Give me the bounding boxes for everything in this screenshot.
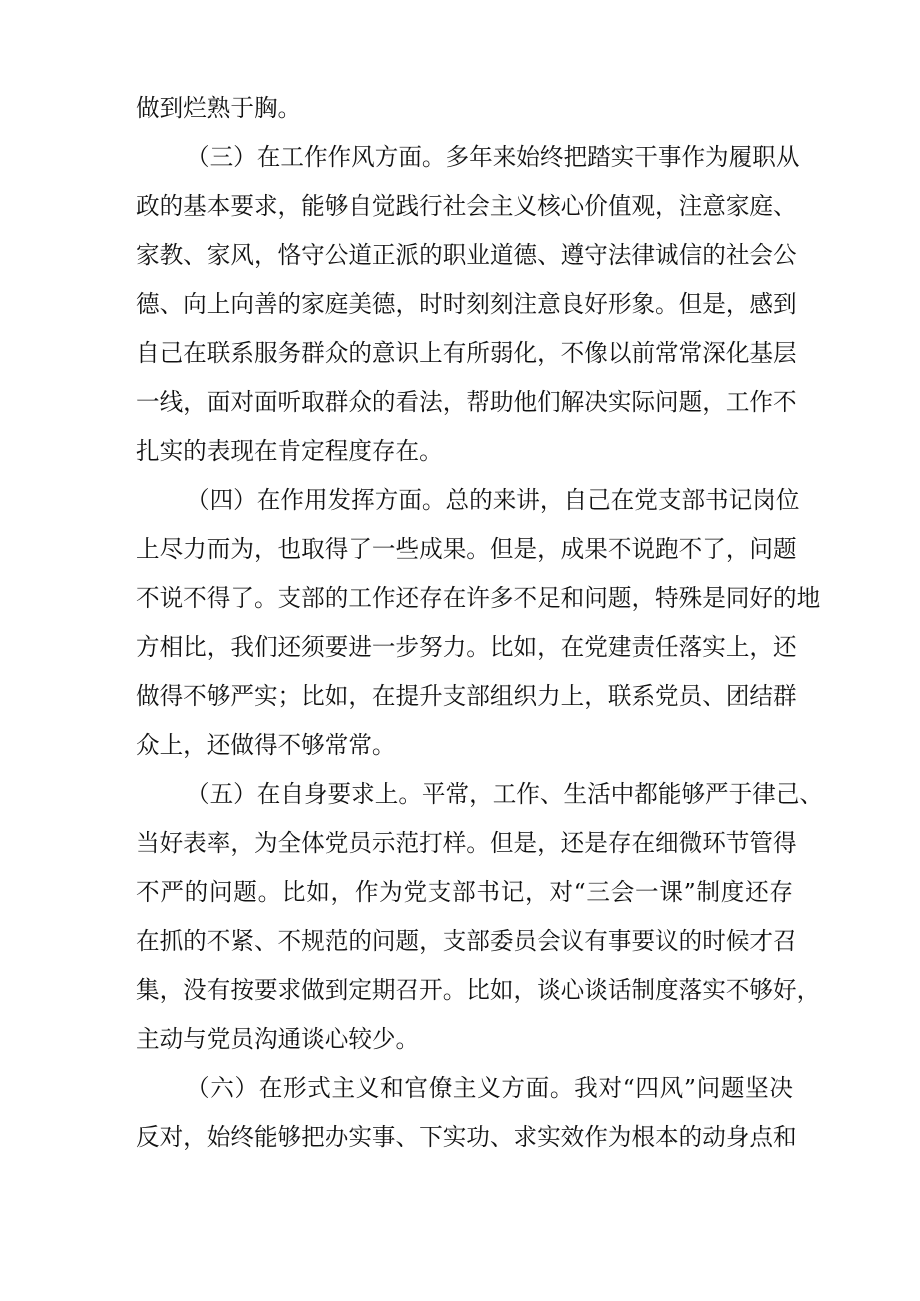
paragraph-line: 做到烂熟于胸。: [136, 94, 302, 122]
paragraph-line: 扎实的表现在肯定程度存在。: [136, 437, 443, 465]
paragraph-first-line: （四）在作用发挥方面。总的来讲，自己在党支部书记岗位: [186, 486, 800, 514]
paragraph-line: 主动与党员沟通谈心较少。: [136, 1025, 420, 1053]
paragraph-line: 众上，还做得不够常常。: [136, 731, 396, 759]
paragraph-line: 做得不够严实；比如，在提升支部组织力上，联系党员、团结群: [136, 682, 797, 710]
paragraph-line: 一线，面对面听取群众的看法，帮助他们解决实际问题，工作不: [136, 388, 797, 416]
paragraph-first-line: （五）在自身要求上。平常，工作、生活中都能够严于律己、: [186, 780, 824, 808]
paragraph-line: 不严的问题。比如，作为党支部书记，对“三会一课”制度还存: [136, 878, 793, 906]
paragraph-line: 家教、家风，恪守公道正派的职业道德、遵守法律诚信的社会公: [136, 241, 797, 269]
paragraph-line: 德、向上向善的家庭美德，时时刻刻注意良好形象。但是，感到: [136, 290, 797, 318]
paragraph-line: 政的基本要求，能够自觉践行社会主义核心价值观，注意家庭、: [136, 192, 797, 220]
paragraph-line: 集，没有按要求做到定期召开。比如，谈心谈话制度落实不够好，: [136, 976, 821, 1004]
paragraph-first-line: （三）在工作作风方面。多年来始终把踏实干事作为履职从: [186, 143, 800, 171]
paragraph-first-line: （六）在形式主义和官僚主义方面。我对“四风”问题坚决: [186, 1074, 793, 1102]
paragraph-line: 方相比，我们还须要进一步努力。比如，在党建责任落实上，还: [136, 633, 797, 661]
paragraph-line: 在抓的不紧、不规范的问题，支部委员会议有事要议的时候才召: [136, 927, 797, 955]
paragraph-line: 当好表率，为全体党员示范打样。但是，还是存在细微环节管得: [136, 829, 797, 857]
paragraph-line: 上尽力而为，也取得了一些成果。但是，成果不说跑不了，问题: [136, 535, 797, 563]
paragraph-line: 不说不得了。支部的工作还存在许多不足和问题，特殊是同好的地: [136, 584, 821, 612]
paragraph-line: 自己在联系服务群众的意识上有所弱化，不像以前常常深化基层: [136, 339, 797, 367]
paragraph-line: 反对，始终能够把办实事、下实功、求实效作为根本的动身点和: [136, 1123, 797, 1151]
